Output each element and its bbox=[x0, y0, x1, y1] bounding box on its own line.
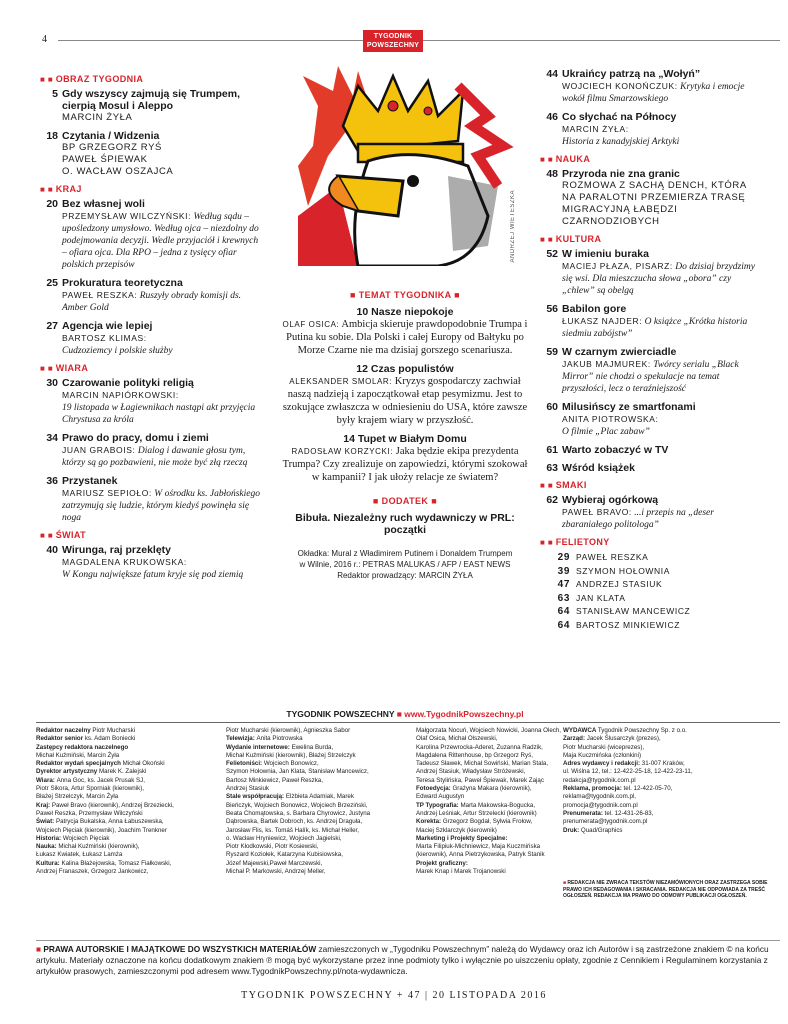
masthead-column-2 bbox=[226, 727, 411, 876]
toc-column-center: ■ TEMAT TYGODNIKA ■ 10 Nasze niepokoje OLAF OSICA: Ambicja skieruje prawdopodobnie Trumpa i Putina ku sobie. Dla Polski i całej Europy od Bałtyku po Morze Czarne nie ma dzisiaj gorszego scenariusza. 12 Czas populistów ALEKSANDER SMOLAR: Kryzys gospodarczy zachwiał naszą nadzieją i zapoczątkował etap pesymizmu. Jest to szokujące zwłaszcza w odniesieniu do USA, które zawsze były krajem wiary w przyszłość. 14 Tupet w Białym Domu RADOSŁAW KORZYCKI: Jaka będzie ekipa prezydenta Trumpa? Czy zrealizuje on zapowiedzi, którymi szokował w kampanii? I jak ułoży relacje ze światem? ■ DODATEK ■ Bibuła. Niezależny ruch wydawniczy w PRL: początki Okładka: Mural z Władimirem Putinem i Donaldem Trumpem w Wilnie, 2016 r.: PETRAS MALUKAS / AFP / EAST NEWS Redaktor prowadzący: MARCIN ŻYŁA bbox=[280, 290, 530, 581]
website-link[interactable]: www.TygodnikPowszechny.pl bbox=[404, 709, 524, 719]
toc-entry[interactable]: 40 Wirunga, raj przeklęty MAGDALENA KRUKOWSKA: W Kongu największe fatum kryje się pod ziemią bbox=[46, 544, 244, 580]
divider bbox=[36, 940, 780, 941]
masthead-line: TP Typografia: Marta Makowska-Bogucka, bbox=[416, 801, 536, 809]
masthead-line: Andrzej Franaszek, Grzegorz Jankowicz, bbox=[36, 868, 149, 876]
toc-entry[interactable]: 61 Warto zobaczyć w TV bbox=[546, 444, 669, 456]
list-item[interactable]: 47 ANDRZEJ STASIUK bbox=[557, 579, 663, 590]
list-item[interactable]: 63 JAN KLATA bbox=[557, 592, 626, 604]
masthead-line: Projekt graficzny: bbox=[416, 859, 468, 867]
masthead-line: Telewizja: Anita Piotrowska bbox=[226, 735, 303, 743]
masthead-line: Michał Kuźmiński, Marcin Żyła bbox=[36, 751, 120, 759]
toc-entry[interactable]: 20 Bez własnej woli PRZEMYSŁAW WILCZYŃSKI: Według sądu – upośledzony umysłowo. Według ojca – niezdolny do podejmowania decyzji. Wedle przyjaciół i krewnych – ofiara ojca. Dla RPO – jedna z tysięcy ofiar polskich przepisów bbox=[46, 198, 259, 270]
masthead-line: Reklama, promocja: tel. 12-422-05-70, bbox=[563, 785, 673, 793]
editorial-note: ■ REDAKCJA NIE ZWRACA TEKSTÓW NIEZAMÓWIONYCH ORAZ ZASTRZEGA SOBIE PRAWO ICH REDAGOWANIA I SKRACANIA. REDAKCJA NIE ODPOWIADA ZA TREŚĆ OGŁOSZEŃ. REDAKCJA MA PRAWO DO ODMOWY PUBLIKACJI OGŁOSZEŃ. bbox=[563, 880, 768, 899]
toc-entry[interactable]: 30 Czarowanie polityki religią MARCIN NAPIÓRKOWSKI: 19 listopada w Łagiewnikach nastąpi akt przyjęcia Chrystusa za króla bbox=[46, 377, 256, 425]
masthead-line: (kierownik), Anna Pietrzykowska, Patryk Stanik bbox=[416, 851, 545, 859]
masthead-line: Dyrektor artystyczny Marek K. Zalejski bbox=[36, 768, 147, 776]
section-obraz-tygodnia: ■ ■ OBRAZ TYGODNIA bbox=[40, 74, 144, 84]
logo: TYGODNIK POWSZECHNY bbox=[363, 30, 423, 52]
masthead-line: Piotr Kłodkowski, Piotr Kosiewski, bbox=[226, 843, 319, 851]
website-bar: TYGODNIK POWSZECHNY ■ www.TygodnikPowszechny.pl bbox=[286, 709, 524, 719]
toc-entry[interactable]: 59 W czarnym zwierciadle JAKUB MAJMUREK: Twórcy serialu „Black Mirror” nie chodzi o spekulacje na temat przyszłości, lecz o teraźniejszość bbox=[546, 346, 739, 394]
masthead-line: Szymon Hołownia, Jan Klata, Stanisław Mancewicz, bbox=[226, 768, 369, 776]
section-swiat: ■ ■ ŚWIAT bbox=[40, 530, 87, 540]
masthead-line: Historia: Wojciech Pięciak bbox=[36, 834, 110, 842]
masthead-line: Adres wydawcy i redakcji: 31-007 Kraków, bbox=[563, 760, 685, 768]
masthead-line: Andrzej Stasiuk bbox=[226, 785, 269, 793]
masthead-line: Ryszard Koziołek, Katarzyna Kubisiowska, bbox=[226, 851, 343, 859]
toc-entry[interactable]: 18 Czytania / Widzenia BP GRZEGORZ RYŚ PAWEŁ ŚPIEWAK O. WACŁAW OSZAJCA bbox=[46, 130, 174, 177]
masthead-line: Wiara: Anna Goc, ks. Jacek Prusak SJ, bbox=[36, 776, 145, 784]
masthead-line: Michał P. Markowski, Andrzej Meller, bbox=[226, 868, 326, 876]
masthead-line: Druk: Quad/Graphics bbox=[563, 826, 623, 834]
masthead-line: Andrzej Stasiuk, Władysław Stróżewski, bbox=[416, 768, 526, 776]
toc-entry[interactable]: 27 Agencja wie lepiej BARTOSZ KLIMAS: Cudzoziemcy i polskie służby bbox=[46, 320, 173, 356]
masthead-line: Piotr Mucharski (wiceprezes), bbox=[563, 743, 645, 751]
toc-column-right bbox=[540, 68, 762, 632]
copyright-notice: ■ PRAWA AUTORSKIE I MAJĄTKOWE DO WSZYSTKICH MATERIAŁÓW zamieszczonych w „Tygodniku Powszechnym” należą do Wydawcy oraz ich Autorów i są zastrzeżone znakiem © na końcu artykułu. Materiały oznaczone na końcu dodatkowym znakiem ℗ mogą być wykorzystane przez inne podmioty tylko i wyłącznie po uiszczeniu opłaty, zgodnie z Cennikiem i Regulaminem korzystania z artykułów prasowych, zamieszczonymi pod adresem www.TygodnikPowszechny.pl/nota-wydawnicza. bbox=[36, 944, 769, 977]
masthead-line: Magdalena Rittenhouse, bp Grzegorz Ryś, bbox=[416, 751, 533, 759]
masthead-line: Maciej Szklarczyk (kierownik) bbox=[416, 826, 497, 834]
masthead-line: Stale współpracują: Elżbieta Adamiak, Marek bbox=[226, 793, 354, 801]
illustration-credit: ANDRZEJ WIETESZKA bbox=[510, 190, 516, 263]
felietony-list bbox=[540, 551, 762, 632]
masthead-line: Edward Augustyn bbox=[416, 793, 465, 801]
masthead-line: Bartosz Minkiewicz, Paweł Reszka, bbox=[226, 776, 323, 784]
toc-entry[interactable]: 62 Wybieraj ogórkową PAWEŁ BRAVO: ...i przepis na „deser zbaraniałego politologa” bbox=[546, 494, 714, 530]
masthead-line: Andrzej Leśniak, Artur Strzelecki (kierownik) bbox=[416, 809, 537, 817]
masthead-line: Kraj: Paweł Bravo (kierownik), Andrzej Brzeziecki, bbox=[36, 801, 174, 809]
masthead-line: Korekta: Grzegorz Bogdał, Sylwia Frołow, bbox=[416, 818, 533, 826]
toc-entry[interactable]: 63 Wśród książek bbox=[546, 462, 635, 474]
toc-entry[interactable]: 10 Nasze niepokoje bbox=[356, 306, 454, 318]
toc-entry[interactable]: 46 Co słychać na Północy MARCIN ŻYŁA: Historia z kanadyjskiej Arktyki bbox=[546, 111, 680, 147]
page-footer: TYGODNIK POWSZECHNY + 47 | 20 LISTOPADA 2016 bbox=[241, 990, 547, 1001]
masthead-line: Wojciech Pięciak (kierownik), Joachim Trenkner bbox=[36, 826, 167, 834]
section-kultura: ■ ■ KULTURA bbox=[540, 234, 602, 244]
section-kraj: ■ ■ KRAJ bbox=[40, 184, 82, 194]
masthead-line: Maja Kuczmińska (członkini) bbox=[563, 751, 642, 759]
toc-entry[interactable]: 25 Prokuratura teoretyczna PAWEŁ RESZKA: Ruszyły obrady komisji ds. Amber Gold bbox=[46, 277, 242, 313]
masthead-line: Błażej Strzelczyk, Marcin Żyła bbox=[36, 793, 119, 801]
toc-entry[interactable]: 56 Babilon gore ŁUKASZ NAJDER: O książce „Krótka historia siedmiu zabójstw” bbox=[546, 303, 748, 339]
divider bbox=[36, 722, 780, 723]
toc-entry[interactable]: 60 Milusińscy ze smartfonami ANITA PIOTROWSKA: O filmie „Plac zabaw” bbox=[546, 401, 696, 437]
masthead-line: ul. Wiślna 12, tel.: 12-422-25-18, 12-422-23-11, bbox=[563, 768, 693, 776]
toc-entry[interactable]: 52 W imieniu buraka MACIEJ PŁAZA, PISARZ: Do dzisiaj brzydzimy się wsi. Dla mieszczucha słowa „obora” czy „chlew” są obelgą bbox=[546, 248, 755, 296]
masthead-line: Kultura: Kalina Błażejowska, Tomasz Fiałkowski, bbox=[36, 859, 172, 867]
masthead-line: Beata Chomątowska, s. Barbara Chyrowicz, Justyna bbox=[226, 809, 371, 817]
masthead-line: Łukasz Kwiatek, Łukasz Lamża bbox=[36, 851, 123, 859]
eagle-crown-illustration bbox=[298, 66, 520, 266]
masthead-line: reklama@tygodnik.com.pl, bbox=[563, 793, 636, 801]
toc-column-left bbox=[40, 68, 262, 587]
section-temat-tygodnika: ■ TEMAT TYGODNIKA ■ bbox=[350, 290, 460, 300]
masthead-line: Paweł Reszka, Przemysław Wilczyński bbox=[36, 809, 143, 817]
masthead-line: o. Wacław Hryniewicz, Wojciech Jagielski, bbox=[226, 834, 342, 842]
masthead-line: Piotr Mucharski (kierownik), Agnieszka Sabor bbox=[226, 727, 351, 734]
masthead-line: Redaktor wydań specjalnych Michał Okoński bbox=[36, 760, 165, 768]
masthead-line: Jarosław Flis, ks. Tomáš Halík, ks. Michał Heller, bbox=[226, 826, 359, 834]
masthead-line: Marta Filipiuk-Michniewicz, Maja Kuczmińska bbox=[416, 843, 541, 851]
section-nauka: ■ ■ NAUKA bbox=[540, 154, 591, 164]
list-item[interactable]: 64 STANISŁAW MANCEWICZ bbox=[557, 606, 691, 617]
masthead-column-4 bbox=[563, 727, 773, 835]
section-wiara: ■ ■ WIARA bbox=[40, 363, 89, 373]
toc-entry[interactable]: 44 Ukraińcy patrzą na „Wołyń” WOJCIECH KONOŃCZUK: Krytyka i emocje wokół filmu Smarzowskiego bbox=[546, 68, 745, 104]
toc-entry[interactable]: 14 Tupet w Białym Domu bbox=[343, 433, 467, 445]
toc-entry[interactable]: 12 Czas populistów bbox=[356, 363, 454, 375]
masthead-line: Zastępcy redaktora naczelnego bbox=[36, 743, 129, 751]
masthead-line: Małgorzata Nocuń, Wojciech Nowicki, Joanna Olech, bbox=[416, 727, 562, 734]
masthead-line: Bieńczyk, Wojciech Bonowicz, Wojciech Brzeziński, bbox=[226, 801, 368, 809]
section-felietony: ■ ■ FELIETONY bbox=[540, 537, 610, 547]
masthead-line: Prenumerata: tel. 12-431-26-83, bbox=[563, 809, 654, 817]
masthead-line: Karolina Przewrocka-Aderet, Zuzanna Radzik, bbox=[416, 743, 543, 751]
masthead-line: WYDAWCA Tygodnik Powszechny Sp. z o.o. bbox=[563, 727, 687, 734]
masthead-line: Marek Knap i Marek Trojanowski bbox=[416, 868, 506, 876]
list-item[interactable]: 64 BARTOSZ MINKIEWICZ bbox=[557, 619, 680, 631]
masthead-line: promocja@tygodnik.com.pl bbox=[563, 801, 638, 809]
masthead-line: Olaf Osica, Michał Olszewski, bbox=[416, 735, 498, 743]
section-dodatek: ■ DODATEK ■ bbox=[372, 496, 438, 506]
masthead-line: Zarząd: Jacek Ślusarczyk (prezes), bbox=[563, 735, 661, 743]
toc-entry[interactable]: 34 Prawo do pracy, domu i ziemi JUAN GRABOIS: Dialog i dawanie głosu tym, którzy są go pozbawieni, nie może być złą rzeczą bbox=[46, 432, 248, 468]
masthead-line: Redaktor naczelny Piotr Mucharski bbox=[36, 727, 136, 734]
masthead-line: Felietoniści: Wojciech Bonowicz, bbox=[226, 760, 319, 768]
toc-entry[interactable]: 36 Przystanek MARIUSZ SEPIOŁO: W ośrodku ks. Jabłońskiego zatrzymują się ludzie, którym kiedyś powinęła się noga bbox=[46, 475, 260, 523]
masthead-line: Michał Kuźmiński (kierownik), Błażej Strzelczyk bbox=[226, 751, 356, 759]
masthead-line: redakcja@tygodnik.com.pl bbox=[563, 776, 636, 784]
toc-entry[interactable]: 5 Gdy wszyscy zajmują się Trumpem, cierpią Mosul i Aleppo MARCIN ŻYŁA bbox=[52, 88, 240, 123]
masthead-line: Wydanie internetowe: Ewelina Burda, bbox=[226, 743, 334, 751]
section-smaki: ■ ■ SMAKI bbox=[540, 480, 587, 490]
page-number: 4 bbox=[42, 34, 47, 45]
list-item[interactable]: 29 PAWEŁ RESZKA bbox=[557, 552, 649, 563]
masthead-line: Nauka: Michał Kuźmiński (kierownik), bbox=[36, 843, 140, 851]
cover-credit: Okładka: Mural z Władimirem Putinem i Donaldem Trumpem w Wilnie, 2016 r.: PETRAS MALUKAS / AFP / EAST NEWS Redaktor prowadzący: MARCIN ŻYŁA bbox=[297, 549, 513, 580]
masthead-line: Świat: Patrycja Bukalska, Anna Łabuszewska, bbox=[36, 818, 164, 826]
masthead-line: Fotoedycja: Grażyna Makara (kierownik), bbox=[416, 785, 532, 793]
masthead-line: Marketing i Projekty Specjalne: bbox=[416, 834, 508, 842]
masthead-line: prenumerata@tygodnik.com.pl bbox=[563, 818, 648, 826]
masthead-column-1 bbox=[36, 727, 221, 876]
masthead-line: Józef Majewski,Paweł Marczewski, bbox=[226, 859, 323, 867]
masthead-line: Piotr Sikora, Artur Sporniak (kierownik), bbox=[36, 785, 144, 793]
masthead-line: Teresa Stylińska, Paweł Śpiewak, Marek Zając bbox=[416, 776, 544, 784]
masthead-line: Dąbrowska, Bartek Dobroch, ks. Andrzej Draguła, bbox=[226, 818, 363, 826]
list-item[interactable]: 39 SZYMON HOŁOWNIA bbox=[557, 565, 671, 577]
toc-entry[interactable]: 48 Przyroda nie zna granic ROZMOWA Z SACHĄ DENCH, KTÓRA NA PARALOTNI PRZEMIERZA TRASĘ MIGRACYJNĄ ŁABĘDZI CZARNODZIOBYCH bbox=[546, 168, 747, 227]
masthead-line: Redaktor senior ks. Adam Boniecki bbox=[36, 735, 136, 743]
masthead-line: Tadeusz Sławek, Michał Sowiński, Marian Stala, bbox=[416, 760, 549, 768]
toc-entry[interactable]: Bibuła. Niezależny ruch wydawniczy w PRL: początki bbox=[295, 512, 515, 536]
